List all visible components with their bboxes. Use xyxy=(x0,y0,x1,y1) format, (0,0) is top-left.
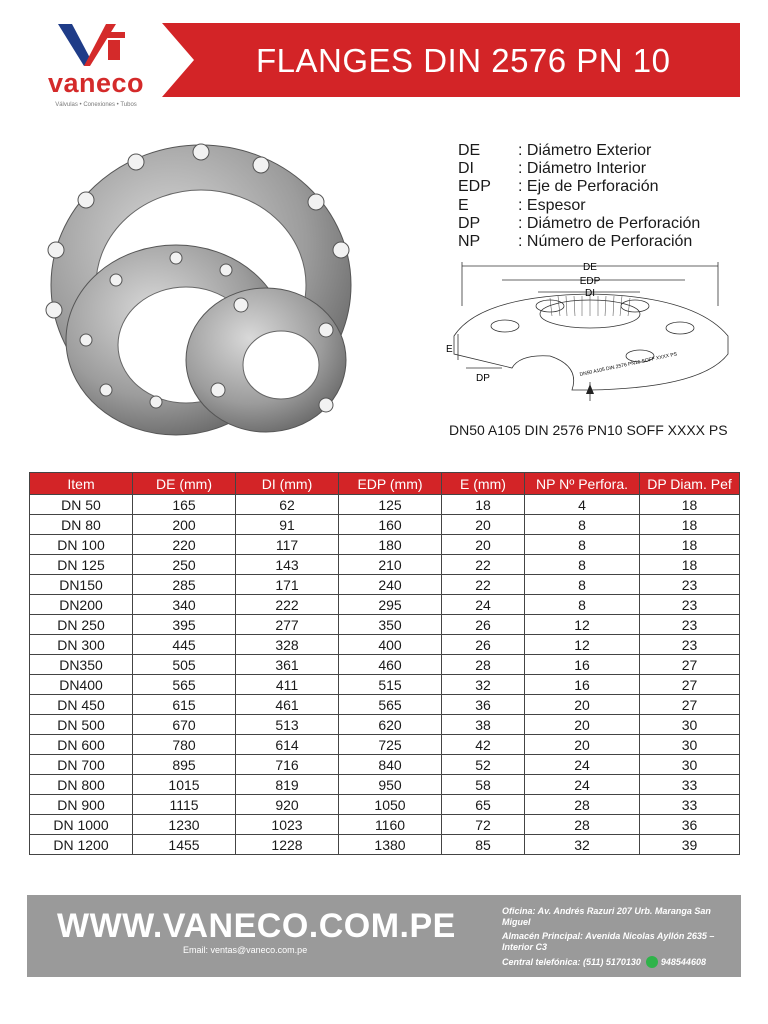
brand-logo xyxy=(36,18,156,108)
table-cell: DN200 xyxy=(30,595,133,615)
table-cell: 277 xyxy=(236,615,339,635)
email-text: Email: ventas@vaneco.com.pe xyxy=(183,945,308,955)
brand-tagline: Válvulas • Conexiones • Tubos xyxy=(55,102,137,108)
table-cell: 38 xyxy=(442,715,525,735)
table-cell: 23 xyxy=(640,595,740,615)
col-item: Item xyxy=(30,473,133,495)
legend-desc: : Número de Perforación xyxy=(518,232,693,250)
flange-stamp: DN50 A105 DIN 2576 PN16 SOFF XXXX PS xyxy=(579,351,678,378)
table-cell: 27 xyxy=(640,655,740,675)
table-cell: 28 xyxy=(525,795,640,815)
legend-abbr: DP xyxy=(458,214,481,232)
legend-desc: : Diámetro Exterior xyxy=(518,142,652,159)
table-cell: 20 xyxy=(525,695,640,715)
phone-row xyxy=(502,956,734,968)
table-cell: 1380 xyxy=(339,835,442,855)
table-cell: 27 xyxy=(640,675,740,695)
table-cell: 222 xyxy=(236,595,339,615)
table-cell: 39 xyxy=(640,835,740,855)
table-cell: 565 xyxy=(133,675,236,695)
page-title: FLANGES DIN 2576 PN 10 xyxy=(256,42,671,79)
table-cell: 28 xyxy=(442,655,525,675)
table-row xyxy=(30,695,740,715)
table-cell: 614 xyxy=(236,735,339,755)
table-cell: 27 xyxy=(640,695,740,715)
table-cell: 515 xyxy=(339,675,442,695)
table-cell: 1160 xyxy=(339,815,442,835)
table-row xyxy=(30,675,740,695)
table-cell: DN 1200 xyxy=(30,835,133,855)
table-cell: 840 xyxy=(339,755,442,775)
table-cell: 18 xyxy=(640,535,740,555)
table-cell: 20 xyxy=(525,715,640,735)
legend-item xyxy=(458,160,748,178)
label-de: DE xyxy=(583,262,597,273)
table-cell: 20 xyxy=(525,735,640,755)
contact-info xyxy=(502,906,734,971)
table-cell: 91 xyxy=(236,515,339,535)
legend-desc: : Diámetro de Perforación xyxy=(518,214,701,232)
table-cell: DN150 xyxy=(30,575,133,595)
table-cell: DN 100 xyxy=(30,535,133,555)
table-cell: 26 xyxy=(442,615,525,635)
table-cell: 52 xyxy=(442,755,525,775)
table-cell: 180 xyxy=(339,535,442,555)
table-cell: DN 1000 xyxy=(30,815,133,835)
table-cell: 1023 xyxy=(236,815,339,835)
label-di: DI xyxy=(585,288,595,299)
table-cell: 33 xyxy=(640,795,740,815)
table-row xyxy=(30,555,740,575)
table-row xyxy=(30,615,740,635)
table-cell: 340 xyxy=(133,595,236,615)
table-cell: 513 xyxy=(236,715,339,735)
label-e: E xyxy=(446,344,453,355)
legend-abbr: E xyxy=(458,196,469,214)
table-cell: 8 xyxy=(525,515,640,535)
table-cell: DN 700 xyxy=(30,755,133,775)
table-cell: 615 xyxy=(133,695,236,715)
table-cell: 400 xyxy=(339,635,442,655)
table-cell: 65 xyxy=(442,795,525,815)
table-cell: 23 xyxy=(640,635,740,655)
legend-item xyxy=(458,142,748,160)
table-cell: 18 xyxy=(442,495,525,515)
table-row xyxy=(30,755,740,775)
table-cell: 20 xyxy=(442,535,525,555)
table-cell: 23 xyxy=(640,575,740,595)
table-cell: DN 50 xyxy=(30,495,133,515)
label-edp: EDP xyxy=(579,276,601,287)
table-cell: 16 xyxy=(525,675,640,695)
table-cell: 20 xyxy=(442,515,525,535)
logo-mark xyxy=(56,18,136,68)
table-cell: 24 xyxy=(525,755,640,775)
table-row xyxy=(30,775,740,795)
table-row xyxy=(30,815,740,835)
table-cell: 461 xyxy=(236,695,339,715)
table-cell: 32 xyxy=(525,835,640,855)
table-cell: 22 xyxy=(442,575,525,595)
abbreviation-legend xyxy=(458,142,748,251)
legend-desc: : Diámetro Interior xyxy=(518,160,647,178)
legend-desc: : Eje de Perforación xyxy=(518,178,659,196)
table-cell: DN 800 xyxy=(30,775,133,795)
table-cell: 30 xyxy=(640,735,740,755)
table-cell: 920 xyxy=(236,795,339,815)
table-cell: 220 xyxy=(133,535,236,555)
table-cell: 950 xyxy=(339,775,442,795)
table-cell: 165 xyxy=(133,495,236,515)
legend-abbr: DE xyxy=(458,142,481,159)
table-cell: 16 xyxy=(525,655,640,675)
table-cell: 716 xyxy=(236,755,339,775)
legend-abbr: DI xyxy=(458,160,474,178)
table-cell: 210 xyxy=(339,555,442,575)
table-cell: 117 xyxy=(236,535,339,555)
label-dp: DP xyxy=(476,373,490,384)
table-cell: 350 xyxy=(339,615,442,635)
table-cell: DN 125 xyxy=(30,555,133,575)
table-cell: 72 xyxy=(442,815,525,835)
table-cell: 143 xyxy=(236,555,339,575)
table-cell: 240 xyxy=(339,575,442,595)
table-cell: DN 600 xyxy=(30,735,133,755)
table-cell: 171 xyxy=(236,575,339,595)
table-cell: 8 xyxy=(525,575,640,595)
table-cell: 58 xyxy=(442,775,525,795)
table-cell: 361 xyxy=(236,655,339,675)
table-cell: 62 xyxy=(236,495,339,515)
table-cell: 33 xyxy=(640,775,740,795)
table-cell: 295 xyxy=(339,595,442,615)
table-cell: 411 xyxy=(236,675,339,695)
footer xyxy=(27,895,741,977)
table-cell: DN 450 xyxy=(30,695,133,715)
table-cell: 30 xyxy=(640,715,740,735)
table-cell: 12 xyxy=(525,615,640,635)
table-cell: DN400 xyxy=(30,675,133,695)
legend-item xyxy=(458,178,748,196)
table-cell: 445 xyxy=(133,635,236,655)
table-cell: 24 xyxy=(442,595,525,615)
table-cell: 895 xyxy=(133,755,236,775)
table-cell: 725 xyxy=(339,735,442,755)
table-cell: DN 250 xyxy=(30,615,133,635)
table-cell: 250 xyxy=(133,555,236,575)
flange-diagram xyxy=(440,256,740,410)
col-edp: EDP (mm) xyxy=(339,473,442,495)
legend-item xyxy=(458,197,748,215)
table-row xyxy=(30,655,740,675)
table-header-row xyxy=(30,473,740,495)
table-cell: DN 500 xyxy=(30,715,133,735)
table-cell: 26 xyxy=(442,635,525,655)
col-di: DI (mm) xyxy=(236,473,339,495)
table-cell: 780 xyxy=(133,735,236,755)
table-cell: 1455 xyxy=(133,835,236,855)
table-cell: 18 xyxy=(640,555,740,575)
legend-item xyxy=(458,233,748,251)
table-cell: 8 xyxy=(525,595,640,615)
table-row xyxy=(30,495,740,515)
table-cell: 1228 xyxy=(236,835,339,855)
brand-name: vaneco xyxy=(47,68,145,98)
table-cell: DN350 xyxy=(30,655,133,675)
col-e: E (mm) xyxy=(442,473,525,495)
table-row xyxy=(30,515,740,535)
table-row xyxy=(30,715,740,735)
table-cell: 42 xyxy=(442,735,525,755)
table-cell: 505 xyxy=(133,655,236,675)
table-cell: 12 xyxy=(525,635,640,655)
table-cell: 395 xyxy=(133,615,236,635)
specs-table xyxy=(29,472,740,855)
legend-abbr: NP xyxy=(458,232,481,250)
table-cell: 670 xyxy=(133,715,236,735)
table-cell: 85 xyxy=(442,835,525,855)
table-row xyxy=(30,535,740,555)
table-row xyxy=(30,595,740,615)
flanges-photo xyxy=(26,140,406,440)
table-cell: 460 xyxy=(339,655,442,675)
legend-abbr: EDP xyxy=(458,178,491,196)
phone-text: Central telefónica: (511) 5170130 xyxy=(502,956,641,967)
office-address: Oficina: Av. Andrés Razuri 207 Urb. Maranga San Miguel xyxy=(502,906,711,927)
table-cell: 125 xyxy=(339,495,442,515)
table-cell: DN 900 xyxy=(30,795,133,815)
table-cell: 23 xyxy=(640,615,740,635)
table-row xyxy=(30,575,740,595)
table-cell: 32 xyxy=(442,675,525,695)
designation-text: DN50 A105 DIN 2576 PN10 SOFF XXXX PS xyxy=(449,422,728,438)
table-cell: 24 xyxy=(525,775,640,795)
warehouse-address: Almacén Principal: Avenida Nicolas Ayllón 2635 – Interior C3 xyxy=(502,931,715,952)
table-cell: 565 xyxy=(339,695,442,715)
table-row xyxy=(30,735,740,755)
table-cell: 285 xyxy=(133,575,236,595)
table-cell: 8 xyxy=(525,535,640,555)
table-cell: 1230 xyxy=(133,815,236,835)
table-cell: 4 xyxy=(525,495,640,515)
table-cell: 620 xyxy=(339,715,442,735)
table-cell: 819 xyxy=(236,775,339,795)
table-cell: 328 xyxy=(236,635,339,655)
whatsapp-number: 948544608 xyxy=(660,956,706,967)
table-cell: 36 xyxy=(640,815,740,835)
table-cell: 1115 xyxy=(133,795,236,815)
table-cell: 200 xyxy=(133,515,236,535)
col-de: DE (mm) xyxy=(133,473,236,495)
whatsapp-icon xyxy=(646,956,658,968)
table-cell: 28 xyxy=(525,815,640,835)
table-cell: DN 80 xyxy=(30,515,133,535)
col-dp: DP Diam. Pef xyxy=(640,473,740,495)
table-row xyxy=(30,795,740,815)
table-cell: DN 300 xyxy=(30,635,133,655)
table-cell: 36 xyxy=(442,695,525,715)
table-row xyxy=(30,635,740,655)
table-cell: 30 xyxy=(640,755,740,775)
legend-desc: : Espesor xyxy=(518,196,586,214)
table-cell: 1015 xyxy=(133,775,236,795)
table-cell: 18 xyxy=(640,495,740,515)
table-cell: 1050 xyxy=(339,795,442,815)
legend-item xyxy=(458,215,748,233)
col-np: NP Nº Perfora. xyxy=(525,473,640,495)
table-cell: 18 xyxy=(640,515,740,535)
table-row xyxy=(30,835,740,855)
table-body xyxy=(30,495,740,855)
website-link[interactable]: WWW.VANECO.COM.PE xyxy=(57,907,456,945)
table-cell: 8 xyxy=(525,555,640,575)
table-cell: 160 xyxy=(339,515,442,535)
table-cell: 22 xyxy=(442,555,525,575)
